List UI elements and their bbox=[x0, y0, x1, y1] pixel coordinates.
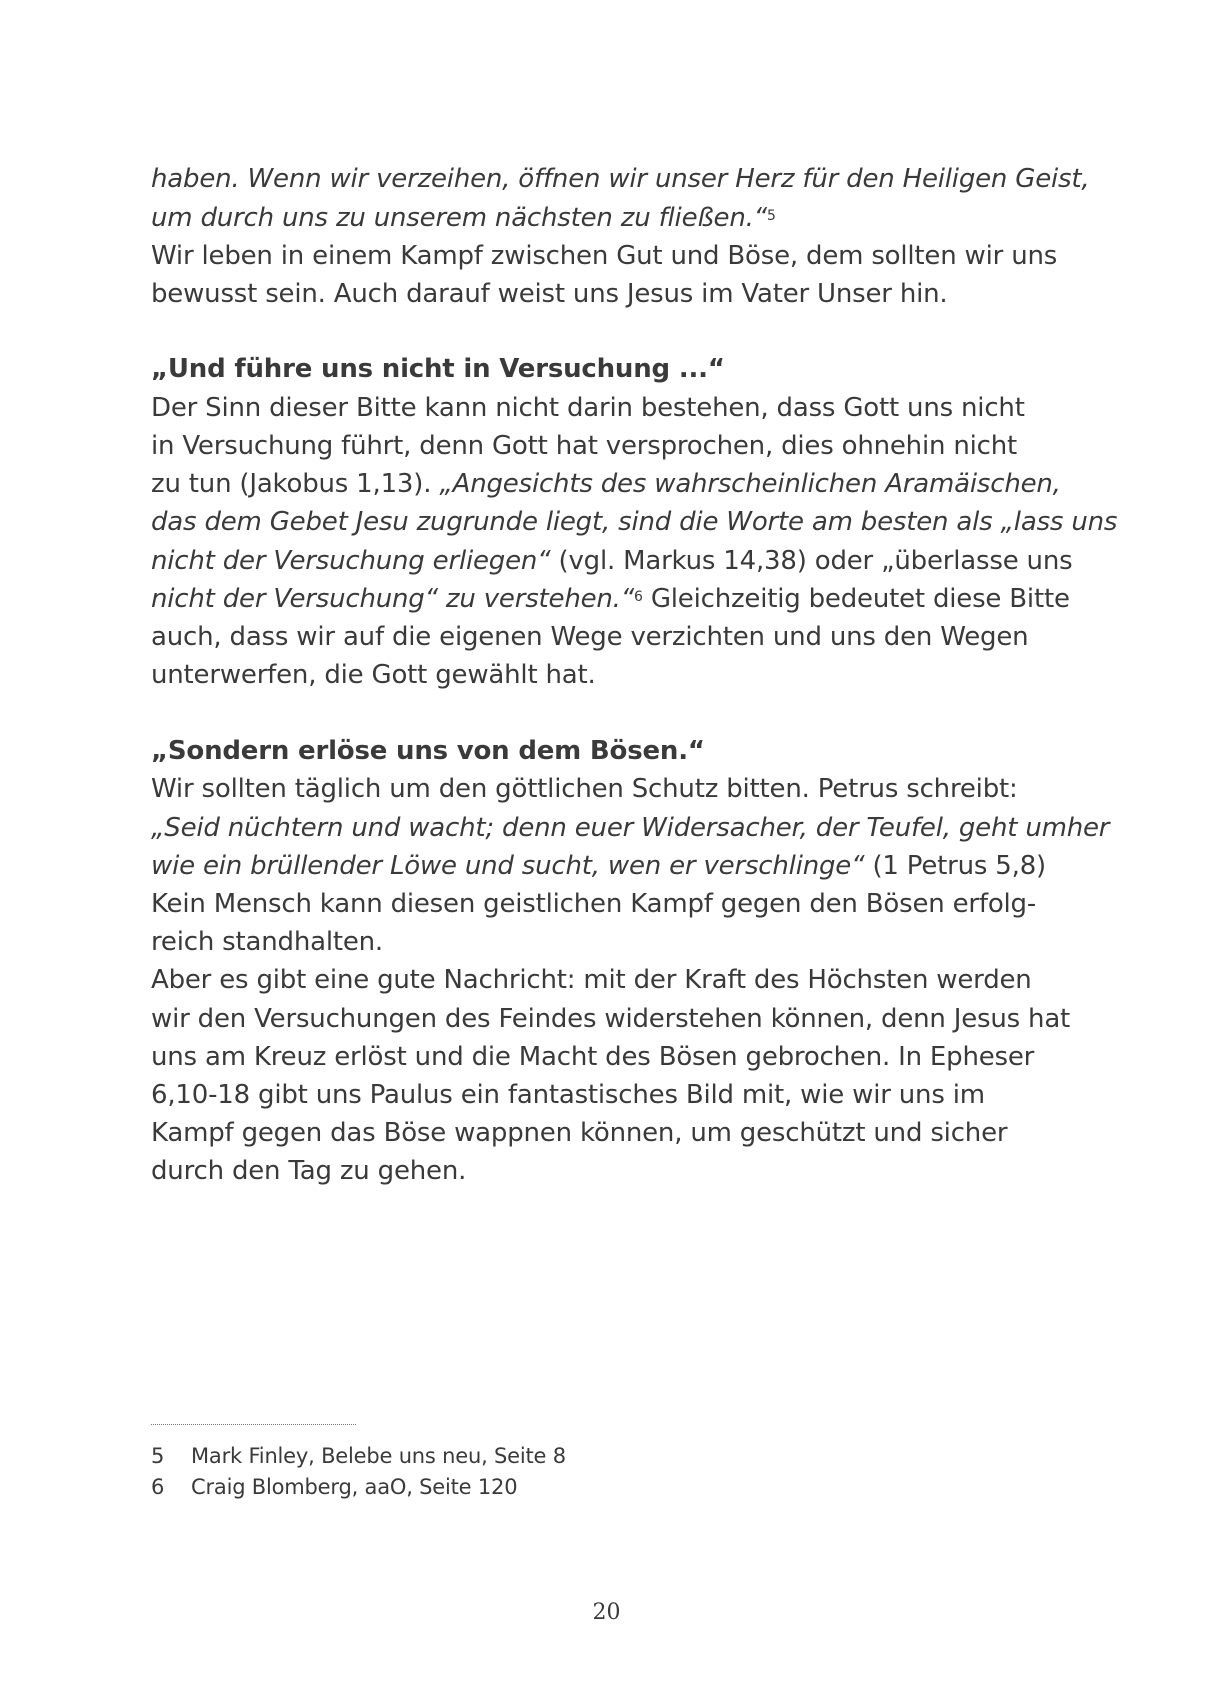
body-line: „Seid nüchtern und wacht; denn euer Widersacher, der Teufel, geht umher bbox=[151, 813, 1110, 843]
footnote bbox=[151, 1474, 517, 1500]
body-line: das dem Gebet Jesu zugrunde liegt, sind die Worte am besten als „lass uns bbox=[151, 507, 1118, 537]
quote-text: um durch uns zu unserem nächsten zu fließen.“ bbox=[151, 203, 767, 233]
body-text: Gleichzeitig bedeutet diese Bitte bbox=[642, 584, 1070, 614]
page-number: 20 bbox=[592, 1600, 621, 1625]
body-line: 6,10-18 gibt uns Paulus ein fantastisches Bild mit, wie wir uns im bbox=[151, 1080, 985, 1110]
body-line: haben. Wenn wir verzeihen, öffnen wir unser Herz für den Heiligen Geist, bbox=[151, 164, 1090, 194]
body-line: durch den Tag zu gehen. bbox=[151, 1156, 467, 1186]
footnote-number: 6 bbox=[151, 1475, 165, 1499]
body-line: uns am Kreuz erlöst und die Macht des Bösen gebrochen. In Epheser bbox=[151, 1042, 1035, 1072]
footnote-text: Mark Finley, Belebe uns neu, Seite 8 bbox=[191, 1444, 566, 1468]
section-heading: „Sondern erlöse uns von dem Bösen.“ bbox=[151, 736, 705, 766]
body-line: wir den Versuchungen des Feindes widerstehen können, denn Jesus hat bbox=[151, 1004, 1071, 1034]
body-line bbox=[151, 584, 1070, 614]
footnote-divider bbox=[151, 1424, 356, 1425]
body-line bbox=[151, 469, 1061, 499]
body-text: (1 Petrus 5,8) bbox=[872, 851, 1047, 881]
body-line: in Versuchung führt, denn Gott hat versprochen, dies ohnehin nicht bbox=[151, 431, 1018, 461]
body-line bbox=[151, 203, 776, 233]
body-line: Wir sollten täglich um den göttlichen Schutz bitten. Petrus schreibt: bbox=[151, 774, 1018, 804]
body-line: reich standhalten. bbox=[151, 927, 383, 957]
footnote bbox=[151, 1443, 566, 1469]
body-line: Der Sinn dieser Bitte kann nicht darin bestehen, dass Gott uns nicht bbox=[151, 393, 1025, 423]
footnote-ref: 6 bbox=[634, 589, 643, 605]
quote-text: wie ein brüllender Löwe und sucht, wen er verschlinge“ bbox=[151, 851, 873, 881]
body-line: Kein Mensch kann diesen geistlichen Kampf gegen den Bösen erfolg- bbox=[151, 889, 1037, 919]
quote-text: nicht der Versuchung“ zu verstehen.“ bbox=[151, 584, 635, 614]
body-line: bewusst sein. Auch darauf weist uns Jesus im Vater Unser hin. bbox=[151, 279, 948, 309]
body-line: Wir leben in einem Kampf zwischen Gut und Böse, dem sollten wir uns bbox=[151, 241, 1058, 271]
footnote-number: 5 bbox=[151, 1444, 165, 1468]
body-text: zu tun (Jakobus 1,13). bbox=[151, 469, 440, 499]
footnote-ref: 5 bbox=[766, 208, 776, 224]
body-line bbox=[151, 851, 1046, 881]
quote-text: nicht der Versuchung erliegen“ bbox=[151, 546, 559, 576]
footnote-text: Craig Blomberg, aaO, Seite 120 bbox=[191, 1475, 518, 1499]
body-line bbox=[151, 546, 1072, 576]
body-line: Kampf gegen das Böse wappnen können, um geschützt und sicher bbox=[151, 1118, 1008, 1148]
body-line: auch, dass wir auf die eigenen Wege verzichten und uns den Wegen bbox=[151, 622, 1029, 652]
quote-text: „Angesichts des wahrscheinlichen Aramäischen, bbox=[439, 469, 1061, 499]
body-line: Aber es gibt eine gute Nachricht: mit der Kraft des Höchsten werden bbox=[151, 965, 1032, 995]
section-heading: „Und führe uns nicht in Versuchung ...“ bbox=[151, 354, 725, 384]
body-text: (vgl. Markus 14,38) oder „überlasse uns bbox=[558, 546, 1073, 576]
body-line: unterwerfen, die Gott gewählt hat. bbox=[151, 660, 596, 690]
